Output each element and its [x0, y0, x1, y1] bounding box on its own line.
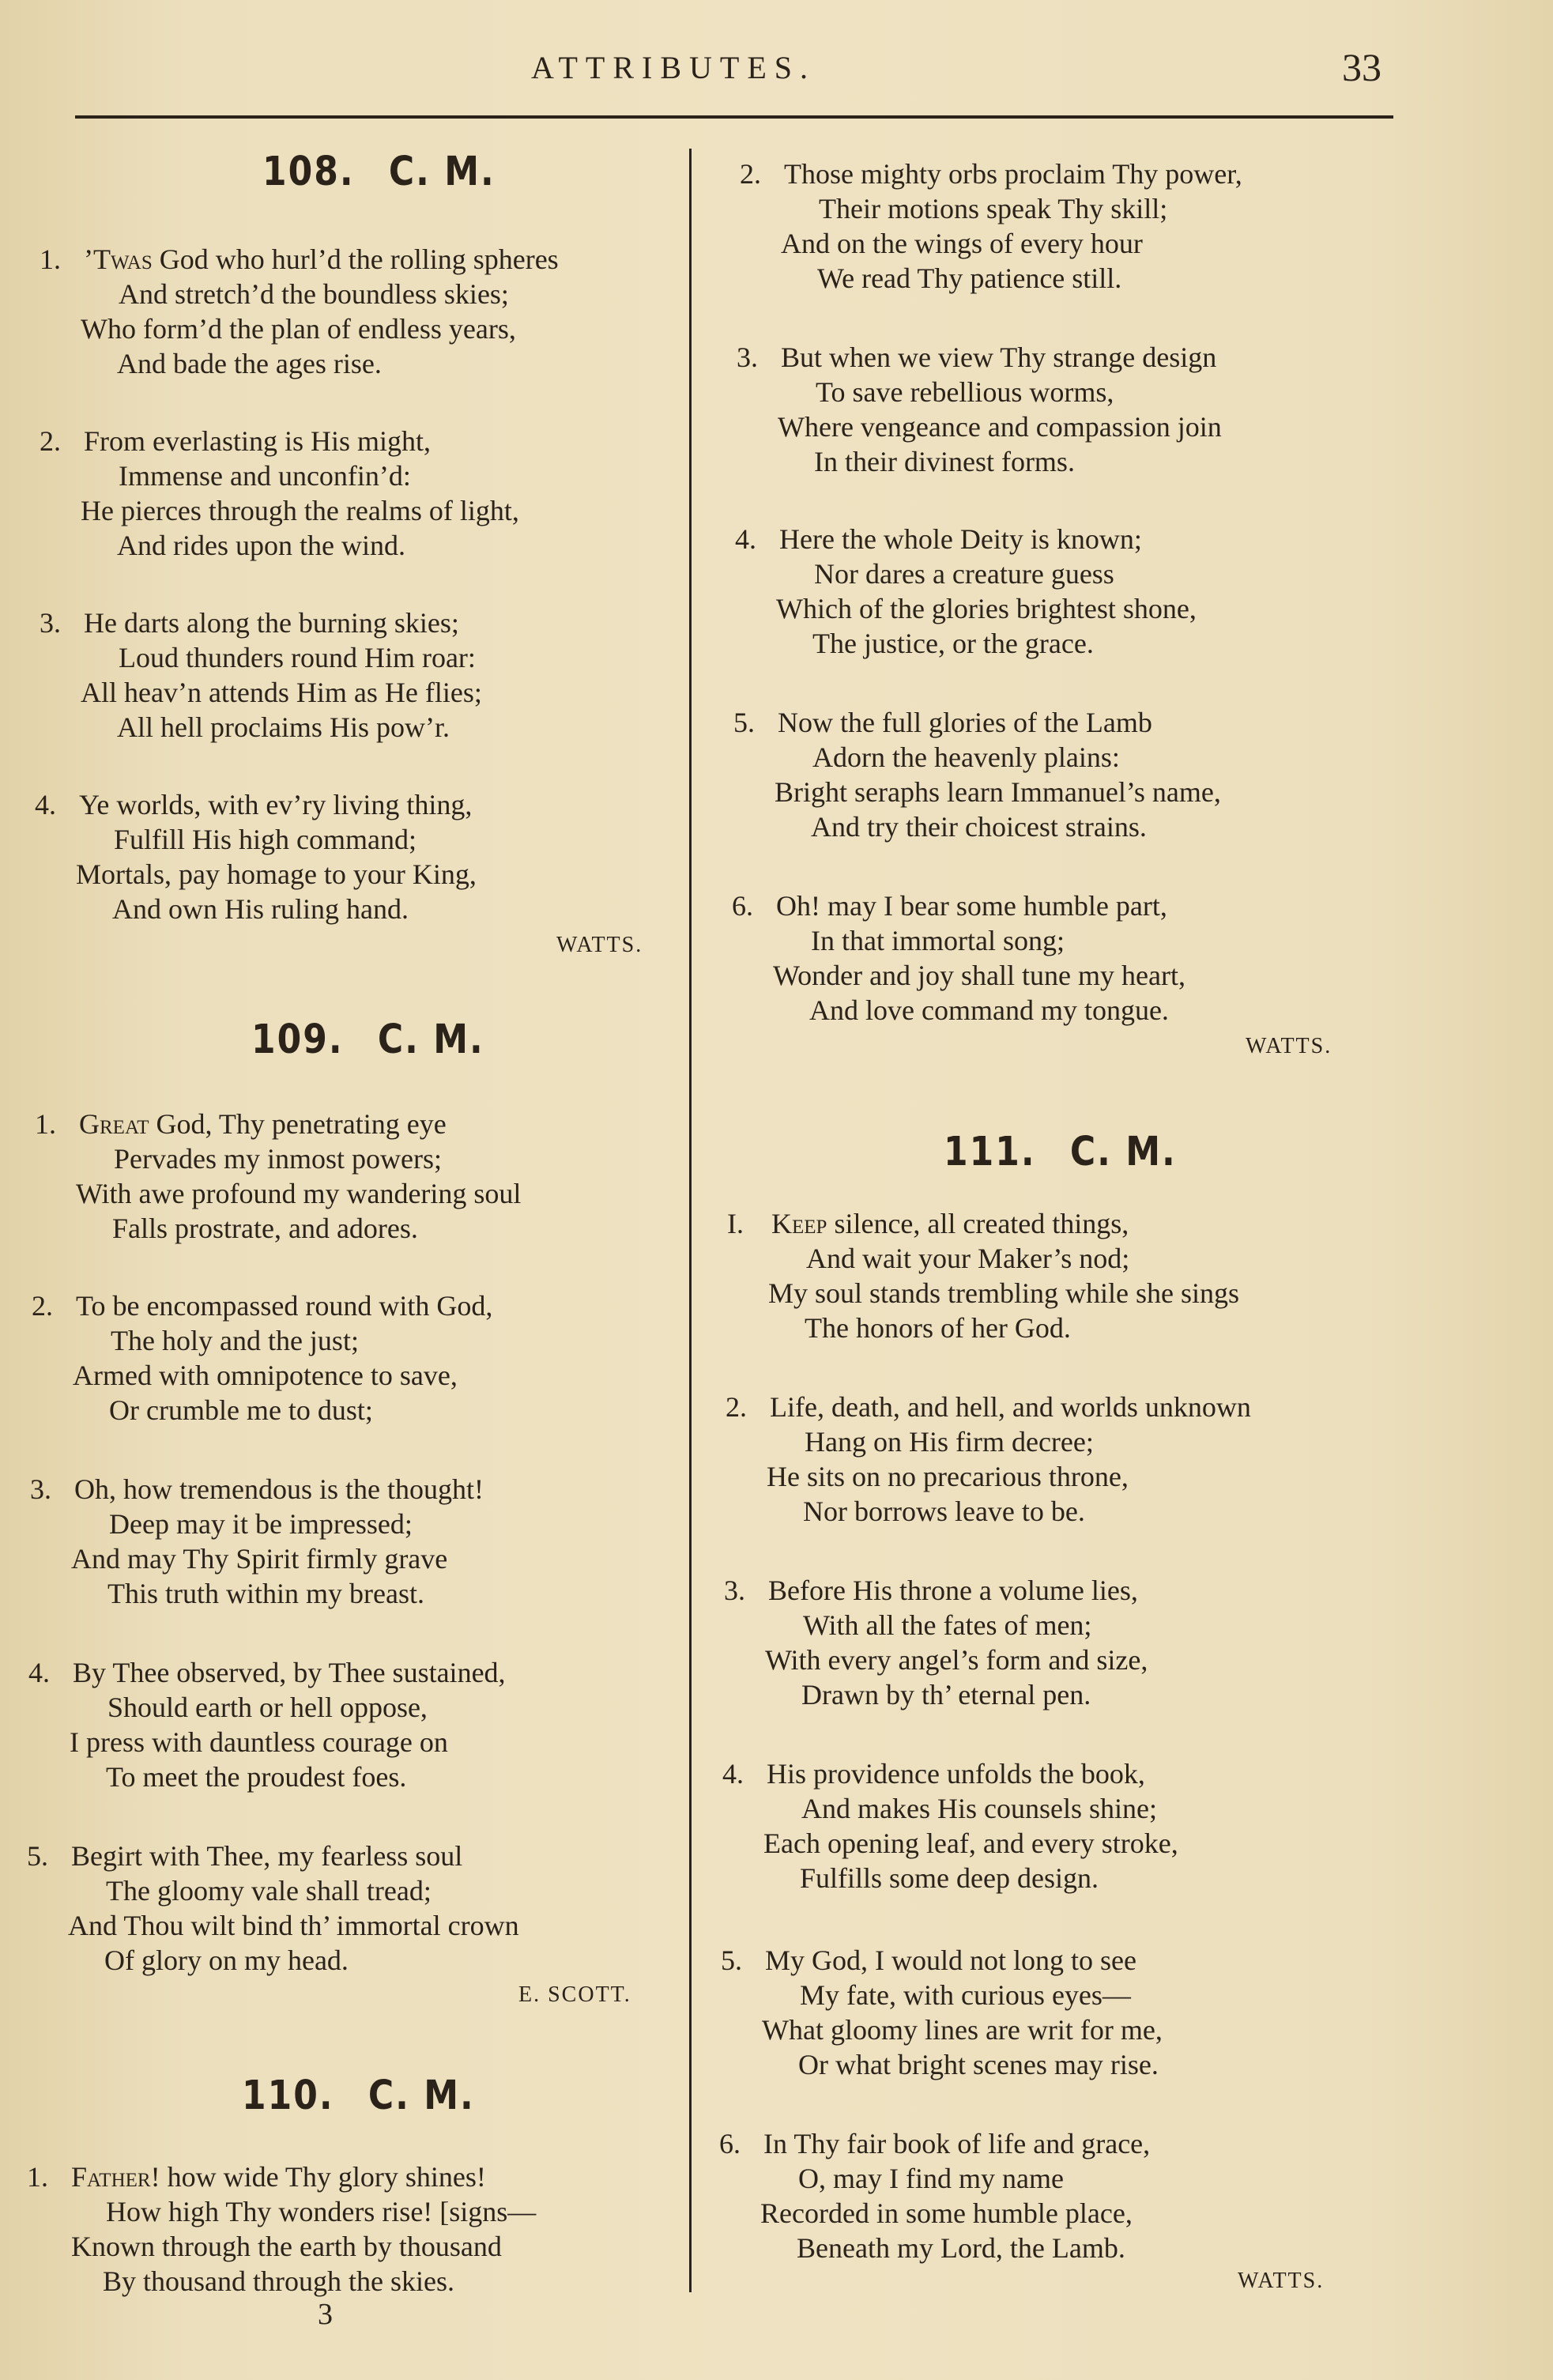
stanza-number: I.	[727, 1208, 744, 1239]
verse-line: Oh! may I bear some humble part,	[776, 890, 1167, 922]
verse-line: Recorded in some humble place,	[760, 2197, 1133, 2229]
verse-line: Pervades my inmost powers;	[114, 1143, 442, 1175]
verse-line: And wait your Maker’s nod;	[806, 1243, 1130, 1274]
hymn-meter: C. M.	[368, 2073, 475, 2119]
hymn-heading-110	[242, 2073, 475, 2119]
verse-line: And own His ruling hand.	[112, 893, 409, 925]
verse-line: Armed with omnipotence to save,	[73, 1360, 458, 1391]
stanza-number: 4.	[35, 789, 56, 820]
stanza-109-5	[27, 1839, 519, 1978]
stanza-number: 3.	[737, 341, 758, 373]
verse-line: The justice, or the grace.	[812, 628, 1094, 659]
verse-line: Falls prostrate, and adores.	[112, 1213, 418, 1244]
verse-line: Or what bright scenes may rise.	[798, 2049, 1159, 2080]
stanza-109-3	[30, 1472, 484, 1611]
verse-line: Bright seraphs learn Immanuel’s name,	[775, 776, 1221, 808]
stanza-number: 6.	[732, 890, 753, 922]
verse-line: He pierces through the realms of light,	[81, 495, 519, 526]
verse-line: To meet the proudest foes.	[106, 1761, 407, 1793]
verse-line: And makes His counsels shine;	[801, 1793, 1157, 1824]
stanza-number: 5.	[733, 707, 755, 738]
verse-line: By Thee observed, by Thee sustained,	[73, 1657, 506, 1688]
verse-line: Beneath my Lord, the Lamb.	[797, 2232, 1125, 2264]
verse-line: Begirt with Thee, my fearless soul	[71, 1840, 463, 1872]
verse-line: With awe profound my wandering soul	[76, 1178, 522, 1209]
verse-line: What gloomy lines are writ for me,	[762, 2014, 1163, 2046]
stanza-111-6	[719, 2126, 1150, 2265]
verse-line: Oh, how tremendous is the thought!	[74, 1473, 484, 1505]
stanza-109-1	[35, 1107, 521, 1246]
verse-line: In that immortal song;	[811, 925, 1065, 956]
page-number: 33	[1342, 45, 1381, 89]
verse-line: And try their choicest strains.	[811, 811, 1147, 843]
verse-line: He darts along the burning skies;	[84, 607, 459, 639]
stanza-110-4	[735, 522, 1197, 661]
hymn-number: 110.	[242, 2073, 334, 2119]
verse-line: Where vengeance and compassion join	[778, 411, 1222, 443]
column-divider	[689, 149, 692, 2292]
verse-line: Great God, Thy penetrating eye	[79, 1108, 447, 1140]
verse-line: And may Thy Spirit firmly grave	[71, 1543, 448, 1575]
stanza-number: 4.	[722, 1758, 744, 1790]
verse-line: The holy and the just;	[111, 1325, 359, 1356]
verse-line: He sits on no precarious throne,	[767, 1461, 1129, 1492]
hymn-heading-108	[262, 149, 496, 195]
verse-line: All hell proclaims His pow’r.	[117, 711, 450, 743]
verse-line: And rides upon the wind.	[117, 530, 405, 561]
hymn-heading-111	[944, 1129, 1177, 1175]
stanza-110-1	[27, 2159, 536, 2299]
author-credit: WATTS.	[556, 933, 643, 957]
verse-line: My soul stands trembling while she sings	[768, 1277, 1239, 1309]
verse-line: Wonder and joy shall tune my heart,	[773, 960, 1185, 991]
verse-line: In Thy fair book of life and grace,	[763, 2128, 1151, 2159]
verse-line: His providence unfolds the book,	[767, 1758, 1145, 1790]
verse-line: Life, death, and hell, and worlds unknown	[770, 1391, 1251, 1423]
stanza-109-4	[28, 1655, 506, 1794]
verse-line: Drawn by th’ eternal pen.	[801, 1679, 1091, 1711]
stanza-number: 6.	[719, 2128, 741, 2159]
verse-line: All heav’n attends Him as He flies;	[81, 677, 482, 708]
verse-line: And love command my tongue.	[809, 994, 1169, 1026]
verse-line: Hang on His firm decree;	[805, 1426, 1094, 1458]
stanza-number: 5.	[721, 1944, 742, 1976]
verse-line: And stretch’d the boundless skies;	[119, 278, 509, 310]
verse-line: Mortals, pay homage to your King,	[76, 858, 477, 890]
verse-line: Adorn the heavenly plains:	[812, 741, 1120, 773]
verse-line: Those mighty orbs proclaim Thy power,	[784, 158, 1242, 190]
stanza-110-6	[732, 888, 1185, 1028]
stanza-108-3	[40, 605, 482, 745]
hymn-heading-109	[251, 1016, 484, 1063]
verse-line: The gloomy vale shall tread;	[106, 1875, 432, 1907]
verse-line: Nor dares a creature guess	[814, 558, 1114, 590]
verse-line: My God, I would not long to see	[765, 1944, 1136, 1976]
verse-line: Father! how wide Thy glory shines!	[71, 2161, 486, 2193]
first-word: Great	[79, 1108, 149, 1140]
hymn-number: 109.	[251, 1016, 344, 1063]
verse-line: Of glory on my head.	[104, 1944, 349, 1976]
verse-line: From everlasting is His might,	[84, 425, 431, 457]
stanza-number: 4.	[28, 1657, 50, 1688]
verse-line: And bade the ages rise.	[117, 348, 382, 379]
hymn-meter: C. M.	[388, 149, 496, 195]
stanza-108-1	[40, 242, 559, 381]
stanza-number: 2.	[32, 1290, 53, 1322]
verse-line: O, may I find my name	[798, 2163, 1064, 2194]
author-credit: WATTS.	[1246, 1034, 1332, 1058]
verse-line: Known through the earth by thousand	[71, 2231, 502, 2262]
stanza-number: 3.	[40, 607, 61, 639]
stanza-111-3	[724, 1573, 1148, 1712]
stanza-number: 1.	[27, 2161, 48, 2193]
verse-line: Each opening leaf, and every stroke,	[763, 1827, 1178, 1859]
verse-line: Who form’d the plan of endless years,	[81, 313, 516, 345]
author-credit: E. SCOTT.	[518, 1982, 631, 2007]
stanza-number: 5.	[27, 1840, 48, 1872]
stanza-number: 1.	[35, 1108, 56, 1140]
stanza-111-1	[727, 1206, 1239, 1345]
stanza-110-5	[733, 705, 1221, 844]
stanza-number: 2.	[726, 1391, 747, 1423]
verse-line: Fulfills some deep design.	[800, 1862, 1099, 1894]
stanza-number: 1.	[40, 243, 61, 275]
first-word: ’Twas	[84, 243, 153, 275]
stanza-109-2	[32, 1288, 492, 1428]
first-word: Keep	[771, 1208, 827, 1239]
verse-line: Nor borrows leave to be.	[803, 1496, 1085, 1527]
stanza-number: 4.	[735, 523, 756, 555]
verse-line: I press with dauntless courage on	[70, 1726, 448, 1758]
stanza-111-2	[726, 1390, 1251, 1529]
verse-line: Now the full glories of the Lamb	[778, 707, 1152, 738]
header-rule	[75, 115, 1393, 119]
verse-line: But when we view Thy strange design	[781, 341, 1217, 373]
verse-line: Deep may it be impressed;	[109, 1508, 413, 1540]
stanza-111-4	[722, 1756, 1178, 1895]
verse-line: And on the wings of every hour	[781, 228, 1143, 259]
verse-line: Before His throne a volume lies,	[768, 1575, 1138, 1606]
stanza-number: 3.	[724, 1575, 745, 1606]
author-credit: WATTS.	[1238, 2269, 1325, 2293]
stanza-number: 2.	[740, 158, 761, 190]
stanza-108-2	[40, 424, 519, 563]
running-title: ATTRIBUTES.	[531, 50, 816, 85]
running-header	[0, 45, 1553, 96]
verse-line: We read Thy patience still.	[817, 262, 1122, 294]
verse-line: To save rebellious worms,	[816, 376, 1114, 408]
stanza-108-4	[35, 787, 477, 926]
hymn-meter: C. M.	[1069, 1129, 1177, 1175]
hymn-number: 111.	[944, 1129, 1036, 1175]
verse-line: This truth within my breast.	[107, 1578, 424, 1609]
verse-line: ’Twas God who hurl’d the rolling spheres	[84, 243, 559, 275]
hymn-meter: C. M.	[377, 1016, 484, 1063]
verse-line: Which of the glories brightest shone,	[776, 593, 1197, 624]
stanza-number: 2.	[40, 425, 61, 457]
verse-line: Their motions speak Thy skill;	[819, 193, 1168, 224]
verse-line: How high Thy wonders rise! [signs—	[106, 2196, 537, 2227]
verse-line: By thousand through the skies.	[103, 2265, 454, 2297]
signature-mark: 3	[318, 2298, 333, 2331]
verse-line: With every angel’s form and size,	[765, 1644, 1148, 1676]
verse-line: Ye worlds, with ev’ry living thing,	[79, 789, 473, 820]
verse-line: My fate, with curious eyes—	[800, 1979, 1131, 2011]
stanza-111-5	[721, 1943, 1163, 2082]
verse-line: Or crumble me to dust;	[109, 1394, 373, 1426]
verse-line: To be encompassed round with God,	[76, 1290, 493, 1322]
verse-line: Here the whole Deity is known;	[779, 523, 1142, 555]
hymn-number: 108.	[262, 149, 355, 195]
verse-line: Should earth or hell oppose,	[107, 1692, 428, 1723]
verse-line: Loud thunders round Him roar:	[119, 642, 476, 673]
verse-line: The honors of her God.	[805, 1312, 1071, 1344]
verse-line: Keep silence, all created things,	[771, 1208, 1129, 1239]
first-word: Father	[71, 2161, 151, 2193]
verse-line: And Thou wilt bind th’ immortal crown	[68, 1910, 519, 1941]
verse-line: Immense and unconfin’d:	[119, 460, 411, 492]
stanza-110-2	[740, 157, 1242, 296]
verse-line: Fulfill His high command;	[114, 824, 417, 855]
stanza-number: 3.	[30, 1473, 51, 1505]
stanza-110-3	[737, 340, 1222, 479]
verse-line: With all the fates of men;	[803, 1609, 1092, 1641]
verse-line: In their divinest forms.	[814, 446, 1075, 477]
